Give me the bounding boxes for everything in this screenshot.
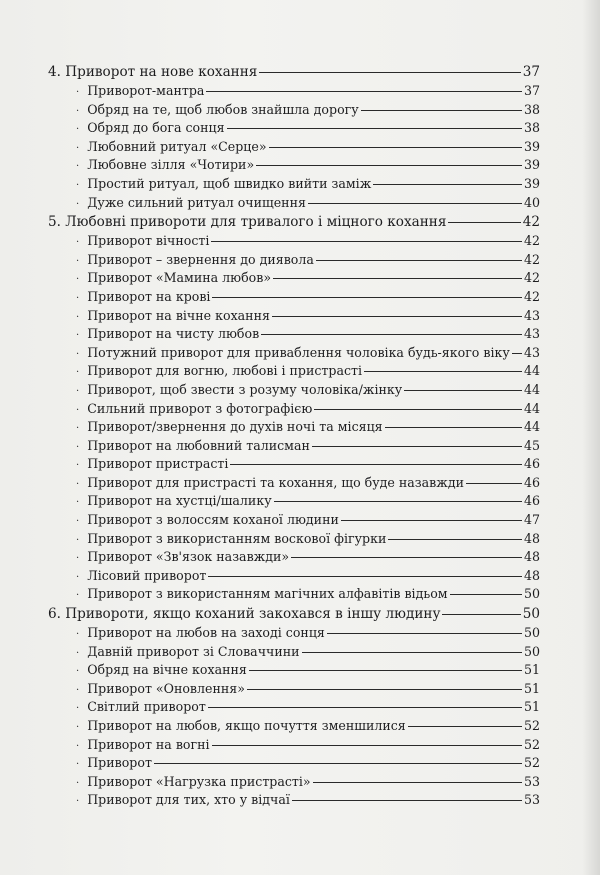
- toc-page-number: 48: [523, 567, 540, 583]
- toc-page-number: 42: [523, 288, 540, 304]
- toc-entry-row: [48, 138, 540, 157]
- leader-line: [512, 353, 522, 354]
- bullet-icon: ·: [76, 348, 80, 360]
- toc-page-number: 51: [523, 662, 540, 678]
- toc-page-number: 46: [523, 493, 540, 509]
- bullet-icon: ·: [76, 571, 80, 583]
- bullet-icon: ·: [76, 311, 80, 323]
- leader-line: [302, 652, 522, 653]
- toc-page-number: 42: [523, 233, 540, 249]
- toc-entry-row: [48, 548, 540, 567]
- toc-label: Приворот «Мамина любов»: [87, 270, 272, 286]
- toc-page-number: 44: [523, 400, 540, 416]
- bullet-icon: ·: [76, 142, 80, 154]
- toc-label: Лісовий приворот: [87, 567, 207, 583]
- toc-entry-row: [48, 698, 540, 717]
- bullet-icon: ·: [76, 777, 80, 789]
- toc-page-number: 51: [523, 699, 540, 715]
- bullet-icon: ·: [76, 759, 80, 771]
- toc-entry-row: [48, 156, 540, 175]
- toc-entry-row: [48, 511, 540, 530]
- leader-line: [312, 446, 522, 447]
- toc-label: Сильний приворот з фотографією: [87, 400, 313, 416]
- toc-page-number: 42: [523, 270, 540, 286]
- toc-page-number: 42: [523, 251, 540, 267]
- toc-label: Світлий приворот: [87, 699, 206, 715]
- leader-line: [261, 334, 522, 335]
- toc-entry-row: [48, 325, 540, 344]
- toc-entry-row: [48, 567, 540, 586]
- toc-page-number: 38: [523, 101, 540, 117]
- toc-entry-row: [48, 455, 540, 474]
- leader-line: [442, 614, 520, 615]
- toc-label: Приворот на крові: [87, 288, 211, 304]
- leader-line: [269, 147, 522, 148]
- toc-entry-row: [48, 585, 540, 604]
- toc-entry-row: [48, 437, 540, 456]
- toc-label: Простий ритуал, щоб швидко вийти заміж: [87, 175, 372, 191]
- leader-line: [292, 800, 522, 801]
- bullet-icon: ·: [76, 441, 80, 453]
- toc-label: Приворот вічності: [87, 233, 210, 249]
- toc-page-number: 43: [523, 326, 540, 342]
- toc-page-number: 43: [523, 307, 540, 323]
- table-of-contents: [48, 62, 540, 810]
- toc-page-number: 43: [523, 344, 540, 360]
- bullet-icon: ·: [76, 497, 80, 509]
- toc-page-number: 52: [523, 736, 540, 752]
- toc-page-number: 51: [523, 680, 540, 696]
- leader-line: [212, 745, 522, 746]
- toc-section-row: [48, 604, 540, 624]
- toc-page-number: 50: [523, 625, 540, 641]
- leader-line: [272, 316, 522, 317]
- toc-entry-row: [48, 288, 540, 307]
- toc-label: Обряд на те, щоб любов знайшла дорогу: [87, 101, 359, 117]
- bullet-icon: ·: [76, 703, 80, 715]
- toc-label: Приворот з використанням магічних алфавітів відьом: [87, 586, 448, 602]
- leader-line: [208, 576, 522, 577]
- toc-label: 5. Любовні привороти для тривалого і міцного кохання: [48, 214, 447, 231]
- toc-entry-row: [48, 492, 540, 511]
- bullet-icon: ·: [76, 590, 80, 602]
- toc-section-row: [48, 212, 540, 232]
- toc-label: 4. Приворот на нове кохання: [48, 64, 258, 80]
- leader-line: [291, 557, 522, 558]
- toc-page-number: 44: [523, 363, 540, 379]
- bullet-icon: ·: [76, 161, 80, 173]
- toc-entry-row: [48, 418, 540, 437]
- toc-label: Приворот «Зв'язок назавжди»: [87, 549, 290, 565]
- bullet-icon: ·: [76, 198, 80, 210]
- toc-entry-row: [48, 400, 540, 419]
- toc-page-number: 50: [522, 606, 540, 623]
- toc-page-number: 53: [523, 773, 540, 789]
- leader-line: [341, 520, 522, 521]
- leader-line: [327, 633, 522, 634]
- bullet-icon: ·: [76, 460, 80, 472]
- toc-label: Обряд на вічне кохання: [87, 662, 247, 678]
- toc-entry-row: [48, 791, 540, 810]
- toc-section-row: [48, 62, 540, 82]
- leader-line: [212, 297, 522, 298]
- toc-entry-row: [48, 82, 540, 101]
- bullet-icon: ·: [76, 385, 80, 397]
- toc-entry-row: [48, 381, 540, 400]
- bullet-icon: ·: [76, 292, 80, 304]
- leader-line: [408, 726, 522, 727]
- toc-page-number: 47: [523, 512, 540, 528]
- leader-line: [249, 670, 522, 671]
- bullet-icon: ·: [76, 274, 80, 286]
- toc-page-number: 48: [523, 530, 540, 546]
- toc-page-number: 52: [523, 718, 540, 733]
- toc-label: Приворот з використанням воскової фігурки: [87, 530, 387, 546]
- leader-line: [211, 241, 522, 242]
- leader-line: [206, 91, 522, 92]
- bullet-icon: ·: [76, 666, 80, 678]
- leader-line: [373, 184, 522, 185]
- leader-line: [448, 222, 520, 223]
- toc-label: Приворот на чисту любов: [87, 326, 260, 342]
- toc-label: Приворот на хустці/шалику: [87, 493, 272, 509]
- toc-label: Приворот-мантра: [87, 83, 205, 98]
- leader-line: [259, 72, 520, 73]
- toc-entry-row: [48, 344, 540, 363]
- toc-page-number: 42: [522, 214, 540, 231]
- leader-line: [466, 483, 522, 484]
- toc-label: Приворот пристрасті: [87, 456, 229, 472]
- toc-label: Обряд до бога сонця: [87, 120, 225, 136]
- toc-page-number: 39: [523, 157, 540, 173]
- toc-label: Приворот на любов, якщо почуття зменшилися: [87, 718, 406, 733]
- bullet-icon: ·: [76, 179, 80, 191]
- toc-page-number: 38: [523, 120, 540, 136]
- leader-line: [361, 110, 522, 111]
- bullet-icon: ·: [76, 534, 80, 546]
- leader-line: [388, 539, 522, 540]
- toc-page-number: 44: [523, 419, 540, 435]
- bullet-icon: ·: [76, 684, 80, 696]
- leader-line: [227, 128, 522, 129]
- toc-label: Приворот: [87, 755, 152, 771]
- toc-entry-row: [48, 119, 540, 138]
- toc-entry-row: [48, 175, 540, 194]
- toc-label: Любовне зілля «Чотири»: [87, 157, 255, 173]
- leader-line: [273, 278, 522, 279]
- toc-label: Приворот для тих, хто у відчаї: [87, 792, 290, 808]
- toc-entry-row: [48, 530, 540, 549]
- toc-label: 6. Привороти, якщо коханий закохався в іншу людину: [48, 606, 441, 623]
- toc-entry-row: [48, 474, 540, 493]
- toc-label: Приворот з волоссям коханої людини: [87, 512, 339, 528]
- toc-label: Приворот «Оновлення»: [87, 680, 245, 696]
- toc-page-number: 46: [523, 456, 540, 472]
- bullet-icon: ·: [76, 255, 80, 267]
- bullet-icon: ·: [76, 553, 80, 565]
- toc-label: Любовний ритуал «Серце»: [87, 138, 267, 154]
- leader-line: [313, 782, 522, 783]
- bullet-icon: ·: [76, 404, 80, 416]
- page-edge-shadow: [582, 0, 600, 875]
- toc-label: Приворот, щоб звести з розуму чоловіка/жінку: [87, 381, 403, 397]
- toc-entry-row: [48, 680, 540, 699]
- toc-page-number: 50: [523, 643, 540, 659]
- toc-page-number: 52: [523, 755, 540, 771]
- toc-label: Приворот – звернення до диявола: [87, 251, 314, 267]
- toc-label: Приворот «Нагрузка пристрасті»: [87, 773, 311, 789]
- leader-line: [404, 390, 522, 391]
- toc-entry-row: [48, 232, 540, 251]
- leader-line: [154, 763, 522, 764]
- leader-line: [316, 260, 522, 261]
- toc-page-number: 45: [523, 437, 540, 453]
- toc-label: Приворот на вогні: [87, 736, 210, 752]
- bullet-icon: ·: [76, 367, 80, 379]
- toc-label: Приворот на любов на заході сонця: [87, 625, 325, 641]
- toc-entry-row: [48, 773, 540, 792]
- toc-page-number: 37: [522, 64, 540, 80]
- leader-line: [385, 427, 522, 428]
- leader-line: [247, 689, 522, 690]
- toc-label: Давній приворот зі Словаччини: [87, 643, 300, 659]
- bullet-icon: ·: [76, 330, 80, 342]
- toc-entry-row: [48, 717, 540, 736]
- bullet-icon: ·: [76, 647, 80, 659]
- leader-line: [364, 371, 522, 372]
- toc-page-number: 39: [523, 138, 540, 154]
- toc-label: Потужний приворот для приваблення чоловіка будь-якого віку: [87, 344, 510, 360]
- toc-label: Приворот на вічне кохання: [87, 307, 270, 323]
- toc-entry-row: [48, 736, 540, 755]
- leader-line: [256, 165, 522, 166]
- bullet-icon: ·: [76, 87, 80, 98]
- toc-entry-row: [48, 251, 540, 270]
- toc-entry-row: [48, 101, 540, 120]
- bullet-icon: ·: [76, 740, 80, 752]
- toc-entry-row: [48, 307, 540, 326]
- toc-entry-row: [48, 661, 540, 680]
- leader-line: [450, 594, 522, 595]
- toc-entry-row: [48, 754, 540, 773]
- toc-page-number: 39: [523, 175, 540, 191]
- bullet-icon: ·: [76, 629, 80, 641]
- toc-label: Приворот на любовний талисман: [87, 437, 310, 453]
- toc-page-number: 44: [523, 381, 540, 397]
- toc-page-number: 46: [523, 474, 540, 490]
- bullet-icon: ·: [76, 722, 80, 733]
- toc-label: Дуже сильний ритуал очищення: [87, 194, 306, 210]
- toc-entry-row: [48, 624, 540, 643]
- bullet-icon: ·: [76, 124, 80, 136]
- bullet-icon: ·: [76, 478, 80, 490]
- bullet-icon: ·: [76, 105, 80, 117]
- leader-line: [208, 707, 522, 708]
- leader-line: [314, 409, 522, 410]
- bullet-icon: ·: [76, 516, 80, 528]
- toc-page-number: 48: [523, 549, 540, 565]
- toc-label: Приворот для вогню, любові і пристрасті: [87, 363, 363, 379]
- leader-line: [274, 501, 522, 502]
- toc-entry-row: [48, 643, 540, 662]
- toc-page-number: 50: [523, 586, 540, 602]
- toc-page-number: 37: [523, 83, 540, 98]
- toc-label: Приворот/звернення до духів ночі та місяця: [87, 419, 383, 435]
- bullet-icon: ·: [76, 796, 80, 808]
- bullet-icon: ·: [76, 423, 80, 435]
- toc-label: Приворот для пристрасті та кохання, що буде назавжди: [87, 474, 464, 490]
- toc-page-number: 40: [523, 194, 540, 210]
- leader-line: [230, 464, 522, 465]
- toc-entry-row: [48, 269, 540, 288]
- bullet-icon: ·: [76, 237, 80, 249]
- leader-line: [308, 203, 522, 204]
- toc-page-number: 53: [523, 792, 540, 808]
- toc-entry-row: [48, 362, 540, 381]
- toc-entry-row: [48, 194, 540, 213]
